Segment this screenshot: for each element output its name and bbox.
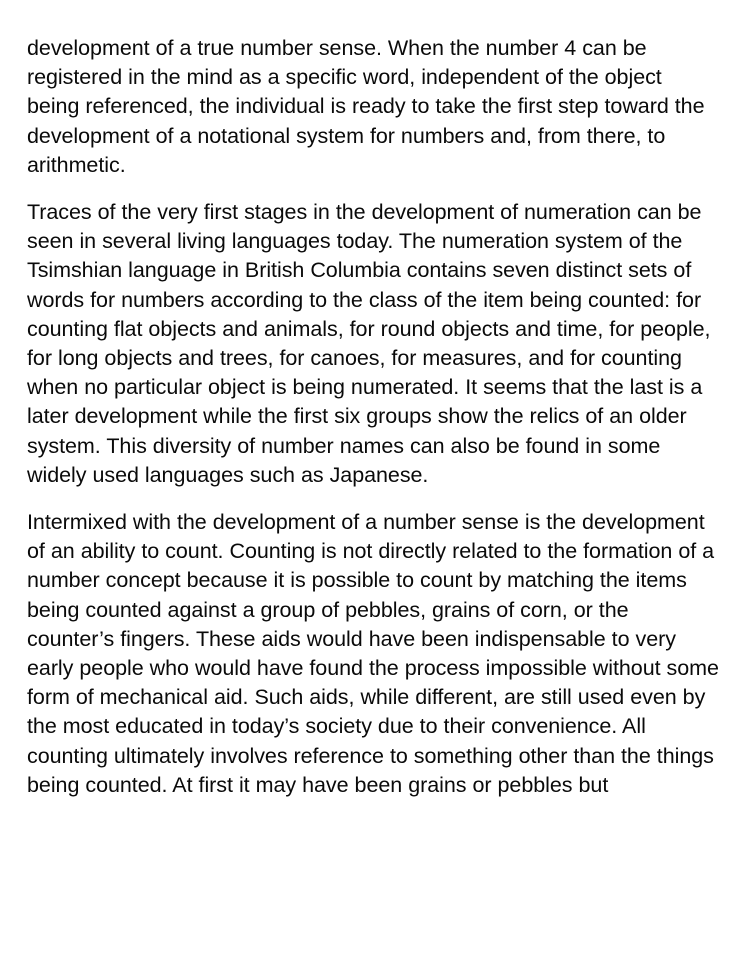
paragraph-3: Intermixed with the development of a number sense is the development of an ability to count. Counting is not directly related to the formation of a number concept because it is possible to count by matching the items being counted against a group of pebbles, grains of corn, or the counter’s fingers. These aids would have been indispensable to very early people who would have found the process impossible without some form of mechanical aid. Such aids, while different, are still used even by the most educated in today’s society due to their convenience. All counting ultimately involves reference to something other than the things being counted. At first it may have been grains or pebbles but [27,510,719,797]
text-column [27,34,719,800]
paragraph-1: development of a true number sense. When the number 4 can be registered in the mind as a specific word, independent of the object being referenced, the individual is ready to take the first step toward the development of a notational system for numbers and, from there, to arithmetic. [27,36,705,177]
paragraph-2: Traces of the very first stages in the development of numeration can be seen in several living languages today. The numeration system of the Tsimshian language in British Columbia contains seven distinct sets of words for numbers according to the class of the item being counted: for counting flat objects and animals, for round objects and time, for people, for long objects and trees, for canoes, for measures, and for counting when no particular object is being numerated. It seems that the last is a later development while the first six groups show the relics of an older system. This diversity of number names can also be found in some widely used languages such as Japanese. [27,200,711,487]
